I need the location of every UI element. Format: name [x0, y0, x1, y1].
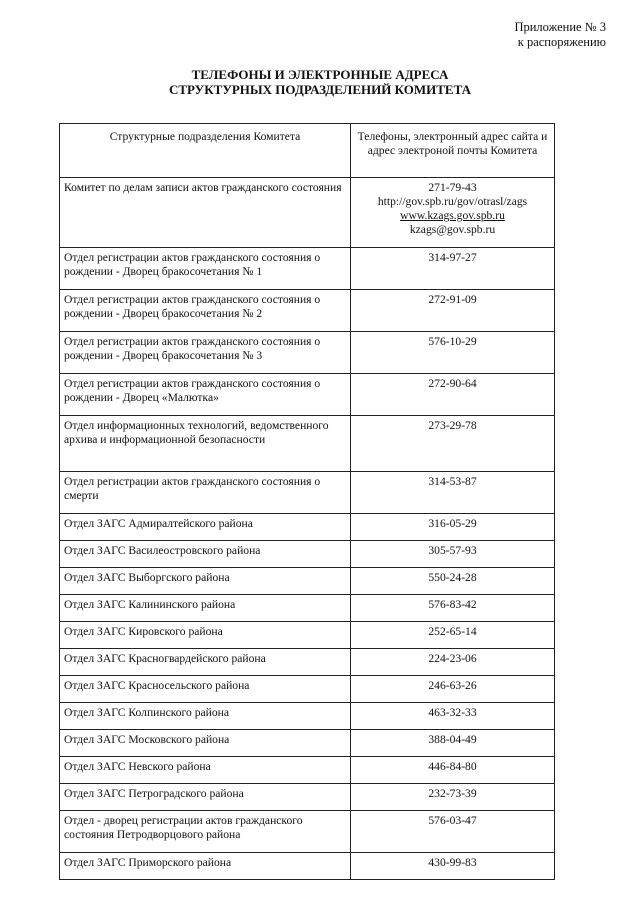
annex-note — [514, 20, 606, 50]
table-row — [60, 853, 555, 880]
table-row — [60, 757, 555, 784]
department-phone: 224-23-06 — [351, 649, 555, 676]
department-name: Отдел ЗАГС Московского района — [60, 730, 351, 757]
department-name: Отдел регистрации актов гражданского состояния о рождении - Дворец «Малютка» — [60, 374, 351, 416]
department-phone: 576-83-42 — [351, 595, 555, 622]
table-row-committee — [60, 178, 555, 248]
department-name: Отдел регистрации актов гражданского состояния о рождении - Дворец бракосочетания № 1 — [60, 248, 351, 290]
department-phone: 273-29-78 — [351, 416, 555, 472]
column-header-contacts: Телефоны, электронный адрес сайта и адрес электроной почты Комитета — [351, 124, 555, 178]
table-row — [60, 730, 555, 757]
department-phone: 314-53-87 — [351, 472, 555, 514]
table-row — [60, 703, 555, 730]
department-name: Отдел ЗАГС Колпинского района — [60, 703, 351, 730]
table-row — [60, 649, 555, 676]
committee-www-link[interactable]: www.kzags.gov.spb.ru — [400, 209, 505, 222]
table-row — [60, 541, 555, 568]
committee-site-link[interactable]: http://gov.spb.ru/gov/otrasl/zags — [377, 195, 528, 208]
department-phone: 232-73-39 — [351, 784, 555, 811]
committee-email-link[interactable]: kzags@gov.spb.ru — [409, 223, 496, 236]
department-phone: 246-63-26 — [351, 676, 555, 703]
department-phone: 272-91-09 — [351, 290, 555, 332]
table-row — [60, 514, 555, 541]
department-phone: 314-97-27 — [351, 248, 555, 290]
department-phone: 430-99-83 — [351, 853, 555, 880]
table-header-row — [60, 124, 555, 178]
table-row — [60, 416, 555, 472]
department-phone: 576-03-47 — [351, 811, 555, 853]
department-phone: 305-57-93 — [351, 541, 555, 568]
department-phone: 446-84-80 — [351, 757, 555, 784]
table-row — [60, 811, 555, 853]
table-row — [60, 290, 555, 332]
column-header-departments: Структурные подразделения Комитета — [60, 124, 351, 178]
table-row — [60, 595, 555, 622]
department-phone: 316-05-29 — [351, 514, 555, 541]
department-name: Отдел ЗАГС Красносельского района — [60, 676, 351, 703]
page-title-line-1: ТЕЛЕФОНЫ И ЭЛЕКТРОННЫЕ АДРЕСА — [191, 67, 449, 82]
department-name: Отдел ЗАГС Адмиралтейского района — [60, 514, 351, 541]
committee-name: Комитет по делам записи актов гражданского состояния — [60, 178, 351, 248]
department-name: Отдел информационных технологий, ведомственного архива и информационной безопасности — [60, 416, 351, 472]
department-name: Отдел ЗАГС Петроградского района — [60, 784, 351, 811]
department-name: Отдел регистрации актов гражданского состояния о смерти — [60, 472, 351, 514]
department-phone: 576-10-29 — [351, 332, 555, 374]
table-row — [60, 568, 555, 595]
department-phone: 550-24-28 — [351, 568, 555, 595]
committee-phone: 271-79-43 — [428, 181, 477, 194]
department-name: Отдел ЗАГС Василеостровского района — [60, 541, 351, 568]
department-name: Отдел ЗАГС Кировского района — [60, 622, 351, 649]
table-row — [60, 472, 555, 514]
department-name: Отдел ЗАГС Выборгского района — [60, 568, 351, 595]
table-row — [60, 374, 555, 416]
department-name: Отдел регистрации актов гражданского состояния о рождении - Дворец бракосочетания № 2 — [60, 290, 351, 332]
page-title — [0, 67, 640, 97]
department-name: Отдел ЗАГС Калининского района — [60, 595, 351, 622]
table-row — [60, 332, 555, 374]
table-row — [60, 676, 555, 703]
page-title-line-2: СТРУКТУРНЫХ ПОДРАЗДЕЛЕНИЙ КОМИТЕТА — [169, 82, 471, 97]
department-phone: 463-32-33 — [351, 703, 555, 730]
department-phone: 388-04-49 — [351, 730, 555, 757]
department-name: Отдел ЗАГС Невского района — [60, 757, 351, 784]
department-name: Отдел ЗАГС Красногвардейского района — [60, 649, 351, 676]
committee-contacts — [351, 178, 555, 248]
table-row — [60, 784, 555, 811]
table-row — [60, 248, 555, 290]
department-phone: 272-90-64 — [351, 374, 555, 416]
annex-number: Приложение № 3 — [514, 20, 606, 34]
contacts-table — [59, 123, 555, 880]
table-row — [60, 622, 555, 649]
department-name: Отдел ЗАГС Приморского района — [60, 853, 351, 880]
department-phone: 252-65-14 — [351, 622, 555, 649]
department-name: Отдел регистрации актов гражданского состояния о рождении - Дворец бракосочетания № 3 — [60, 332, 351, 374]
annex-reference: к распоряжению — [517, 35, 606, 49]
department-name: Отдел - дворец регистрации актов гражданского состояния Петродворцового района — [60, 811, 351, 853]
